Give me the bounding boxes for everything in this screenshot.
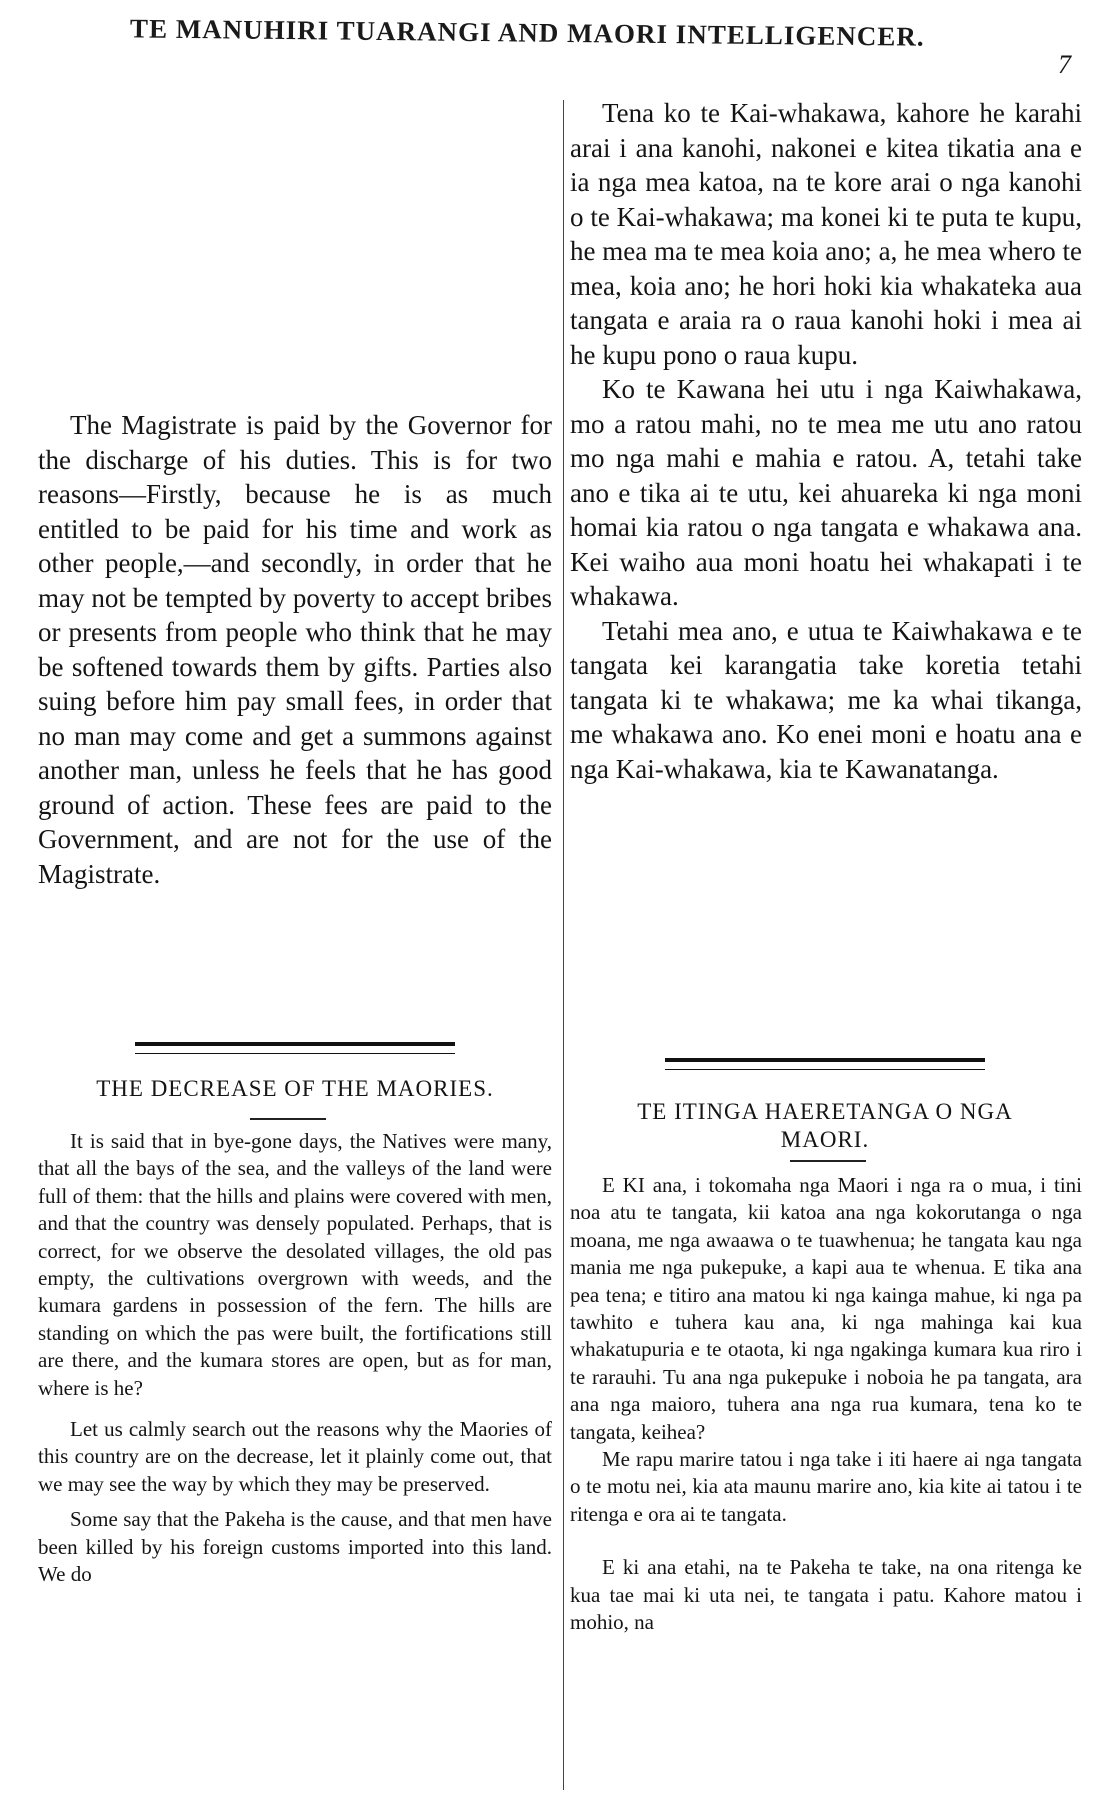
magistrate-article-maori [570, 96, 1082, 786]
decrease-paragraph-1: It is said that in bye-gone days, the Natives were many, that all the bays of the sea, and the valleys of the land were full of them: that the hills and plains were covered with men, and that the country was densely populated. Perhaps, that is correct, for we observe the desolated villages, the old pas empty, the cultivations overgrown with weeds, and the kumara gardens in possession of the fern. The hills are standing on which the pas were built, the fortifications still are there, and the kumara stores are open, but as for man, where is he? [38, 1129, 552, 1400]
section-divider-left [135, 1042, 455, 1054]
decrease-heading: THE DECREASE OF THE MAORIES. [96, 1076, 494, 1101]
kaiwhakawa-paragraph-3: Tetahi mea ano, e utua te Kaiwhakawa e te tangata kei karangatia take koretia tetahi tangata ki te whakawa; me ka whai tikanga, me whakawa ano. Ko enei moni e hoatu ana e nga Kai-whakawa, kia te Kawanatanga. [570, 615, 1082, 784]
itinga-article-maori [600, 1098, 1050, 1154]
heading-underline-left [250, 1118, 326, 1120]
itinga-paragraph-3: E ki ana etahi, na te Pakeha te take, na ona ritenga ke kua tae mai ki uta nei, te tangata i patu. Kahore matou i mohio, na [570, 1555, 1082, 1635]
decrease-paragraph-3: Some say that the Pakeha is the cause, and that men have been killed by his foreign customs imported into this land. We do [38, 1507, 552, 1587]
masthead-title: TE MANUHIRI TUARANGI AND MAORI INTELLIGENCER. [129, 13, 925, 52]
itinga-heading: TE ITINGA HAERETANGA O NGA MAORI. [637, 1099, 1013, 1152]
column-divider [563, 100, 564, 1790]
itinga-paragraph-2: Me rapu marire tatou i nga take i iti haere ai nga tangata o te motu nei, kia ata maunu marire ano, kia kite ai tatou i te ritenga e ora ai te tangata. [570, 1447, 1082, 1526]
itinga-paragraph-1: E KI ana, i tokomaha nga Maori i nga ra o mua, i tini noa atu te tangata, kii katoa ana nga kokorutanga o nga moana, me nga awaawa o te tuawhenua; he tangata kau nga mania me nga pukepuke, a kapi aua te whenua. E tika ana pea tena; e titiro ana matou ki nga kainga mahue, ki nga pa tawhito e tuhera kau ana, ki nga mahinga kai kua whakatupuria e te otaota, ki nga ngakinga kumara kua riro i te rarauhi. Tu ana nga pukepuke i noboia he pa tangata, ara ana nga maioro, tuhera ana nga rua kumara, tena ko te tangata, keihea? [570, 1173, 1082, 1444]
decrease-paragraph-2: Let us calmly search out the reasons why the Maories of this country are on the decrease, let it plainly come out, that we may see the way by which they may be preserved. [38, 1417, 552, 1496]
section-divider-right [665, 1058, 985, 1070]
decrease-body-english [38, 1128, 552, 1589]
page-number: 7 [1058, 50, 1071, 79]
magistrate-article-english [38, 408, 552, 891]
kaiwhakawa-paragraph-1: Tena ko te Kai-whakawa, kahore he karahi arai i ana kanohi, nakonei e kitea tikatia ana e ia nga mea katoa, na te kore arai o nga kanohi o te Kai-whakawa; ma konei ki te puta te kupu, he mea ma te mea koia ano; a, he mea whero te mea, koia ano; he hori hoki kia whakateka aua tangata e araia ra o raua kanohi hoki i mea ai he kupu pono o raua kupu. [570, 98, 1082, 370]
decrease-article-english [38, 1075, 552, 1103]
magistrate-paragraph: The Magistrate is paid by the Governor for the discharge of his duties. This is for two reasons—Firstly, because he is as much entitled to be paid for his time and work as other people,—and secondly, in order that he may not be tempted by poverty to accept bribes or presents from people who think that he may be softened towards them by gifts. Parties also suing before him pay small fees, in order that no man may come and get a summons against another man, unless he feels that he has good ground of action. These fees are paid to the Government, and are not for the use of the Magistrate. [38, 410, 552, 889]
heading-underline-right [790, 1160, 866, 1162]
itinga-body-maori [570, 1172, 1082, 1637]
kaiwhakawa-paragraph-2: Ko te Kawana hei utu i nga Kaiwhakawa, mo a ratou mahi, no te mea me utu ano ratou mo nga mahi e mahia e ratou. A, tetahi take ano e tika ai te utu, kei ahuareka ki nga moni homai kia ratou o nga tangata e whakawa ana. Kei waiho aua moni hoatu hei whakapati i te whakawa. [570, 374, 1082, 611]
